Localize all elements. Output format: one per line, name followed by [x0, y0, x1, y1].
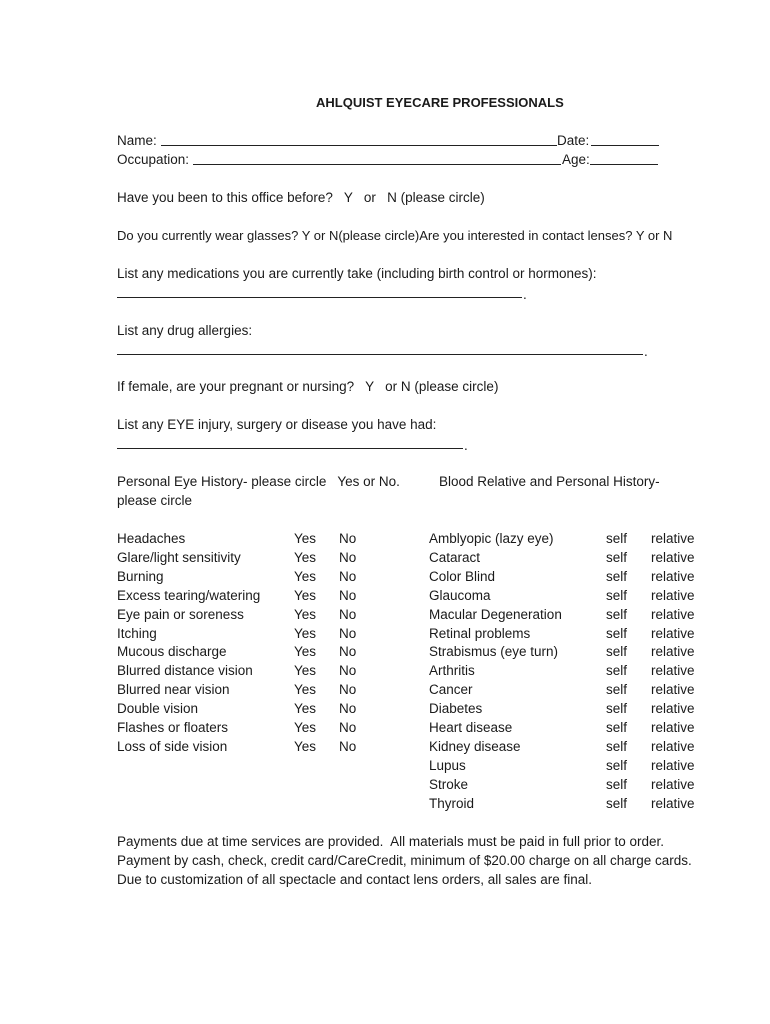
glasses-question: Do you currently wear glasses? Y or N(please circle)Are you interested in contact lenses? Y or N — [117, 228, 673, 243]
name-label: Name: — [117, 133, 157, 148]
medications-field[interactable] — [117, 283, 522, 298]
eye-injury-field[interactable] — [117, 434, 463, 449]
relative-option[interactable]: relative — [651, 701, 695, 716]
eye-injury-period: . — [464, 438, 468, 453]
personal-history-item: Burning — [117, 569, 164, 584]
yes-option[interactable]: Yes — [294, 644, 317, 659]
yes-option[interactable]: Yes — [294, 682, 317, 697]
occupation-field[interactable] — [193, 150, 561, 165]
self-option[interactable]: self — [606, 550, 628, 565]
family-history-item: Color Blind — [429, 569, 496, 584]
personal-history-item: Excess tearing/watering — [117, 588, 261, 603]
yes-option[interactable]: Yes — [294, 550, 317, 565]
age-label: Age: — [562, 152, 590, 167]
no-option[interactable]: No — [339, 607, 357, 622]
family-history-item: Diabetes — [429, 701, 483, 716]
relative-option[interactable]: relative — [651, 720, 695, 735]
no-option[interactable]: No — [339, 550, 357, 565]
family-history-item: Stroke — [429, 777, 469, 792]
personal-history-item: Glare/light sensitivity — [117, 550, 241, 565]
occupation-label: Occupation: — [117, 152, 190, 167]
relative-option[interactable]: relative — [651, 758, 695, 773]
personal-history-item: Itching — [117, 626, 157, 641]
yes-option[interactable]: Yes — [294, 626, 317, 641]
family-history-item: Macular Degeneration — [429, 607, 562, 622]
drug-allergies-field[interactable] — [117, 340, 643, 355]
relative-option[interactable]: relative — [651, 796, 695, 811]
family-history-item: Kidney disease — [429, 739, 521, 754]
self-option[interactable]: self — [606, 682, 628, 697]
relative-option[interactable]: relative — [651, 663, 695, 678]
yes-option[interactable]: Yes — [294, 720, 317, 735]
family-history-item: Cataract — [429, 550, 481, 565]
self-option[interactable]: self — [606, 588, 628, 603]
eye-injury-question: List any EYE injury, surgery or disease you have had: — [117, 417, 437, 432]
self-option[interactable]: self — [606, 720, 628, 735]
self-option[interactable]: self — [606, 663, 628, 678]
no-option[interactable]: No — [339, 626, 357, 641]
relative-option[interactable]: relative — [651, 682, 695, 697]
personal-history-heading: Personal Eye History- please circle Yes or No. — [117, 474, 400, 489]
female-question: If female, are your pregnant or nursing? Y or N (please circle) — [117, 379, 499, 394]
self-option[interactable]: self — [606, 739, 628, 754]
personal-history-item: Mucous discharge — [117, 644, 227, 659]
self-option[interactable]: self — [606, 758, 628, 773]
self-option[interactable]: self — [606, 626, 628, 641]
self-option[interactable]: self — [606, 569, 628, 584]
personal-history-heading-cont: please circle — [117, 493, 193, 508]
yes-option[interactable]: Yes — [294, 607, 317, 622]
self-option[interactable]: self — [606, 796, 628, 811]
family-history-item: Lupus — [429, 758, 466, 773]
personal-history-item: Headaches — [117, 531, 186, 546]
self-option[interactable]: self — [606, 644, 628, 659]
payment-note-1: Payments due at time services are provided. All materials must be paid in full prior to order. — [117, 834, 665, 849]
no-option[interactable]: No — [339, 739, 357, 754]
self-option[interactable]: self — [606, 701, 628, 716]
no-option[interactable]: No — [339, 720, 357, 735]
no-option[interactable]: No — [339, 644, 357, 659]
name-field[interactable] — [161, 131, 557, 146]
date-label: Date: — [557, 133, 590, 148]
self-option[interactable]: self — [606, 607, 628, 622]
yes-option[interactable]: Yes — [294, 588, 317, 603]
relative-option[interactable]: relative — [651, 607, 695, 622]
family-history-item: Retinal problems — [429, 626, 531, 641]
medications-period: . — [523, 287, 527, 302]
drug-allergies-question: List any drug allergies: — [117, 323, 253, 338]
personal-history-item: Double vision — [117, 701, 199, 716]
no-option[interactable]: No — [339, 701, 357, 716]
medications-question: List any medications you are currently take (including birth control or hormones): — [117, 266, 597, 281]
no-option[interactable]: No — [339, 569, 357, 584]
relative-option[interactable]: relative — [651, 531, 695, 546]
yes-option[interactable]: Yes — [294, 739, 317, 754]
age-field[interactable] — [590, 150, 658, 165]
payment-note-3: Due to customization of all spectacle and contact lens orders, all sales are final. — [117, 872, 592, 887]
relative-option[interactable]: relative — [651, 569, 695, 584]
relative-option[interactable]: relative — [651, 644, 695, 659]
family-history-item: Amblyopic (lazy eye) — [429, 531, 554, 546]
self-option[interactable]: self — [606, 531, 628, 546]
no-option[interactable]: No — [339, 531, 357, 546]
relative-option[interactable]: relative — [651, 739, 695, 754]
no-option[interactable]: No — [339, 682, 357, 697]
personal-history-item: Eye pain or soreness — [117, 607, 244, 622]
family-history-item: Heart disease — [429, 720, 513, 735]
family-history-item: Arthritis — [429, 663, 475, 678]
family-history-item: Strabismus (eye turn) — [429, 644, 559, 659]
family-history-item: Cancer — [429, 682, 473, 697]
family-history-item: Glaucoma — [429, 588, 491, 603]
personal-history-item: Blurred distance vision — [117, 663, 253, 678]
yes-option[interactable]: Yes — [294, 531, 317, 546]
family-history-item: Thyroid — [429, 796, 475, 811]
no-option[interactable]: No — [339, 588, 357, 603]
personal-history-item: Loss of side vision — [117, 739, 228, 754]
relative-option[interactable]: relative — [651, 550, 695, 565]
personal-history-item: Flashes or floaters — [117, 720, 229, 735]
drug-allergies-period: . — [644, 344, 648, 359]
family-history-heading: Blood Relative and Personal History- — [439, 474, 660, 489]
payment-note-2: Payment by cash, check, credit card/CareCredit, minimum of $20.00 charge on all charge cards. — [117, 853, 692, 868]
no-option[interactable]: No — [339, 663, 357, 678]
yes-option[interactable]: Yes — [294, 663, 317, 678]
yes-option[interactable]: Yes — [294, 569, 317, 584]
office-before-question: Have you been to this office before? Y or N (please circle) — [117, 190, 485, 205]
date-field[interactable] — [591, 131, 659, 146]
relative-option[interactable]: relative — [651, 777, 695, 792]
yes-option[interactable]: Yes — [294, 701, 317, 716]
page-title: AHLQUIST EYECARE PROFESSIONALS — [316, 95, 564, 110]
relative-option[interactable]: relative — [651, 588, 695, 603]
relative-option[interactable]: relative — [651, 626, 695, 641]
self-option[interactable]: self — [606, 777, 628, 792]
personal-history-item: Blurred near vision — [117, 682, 230, 697]
